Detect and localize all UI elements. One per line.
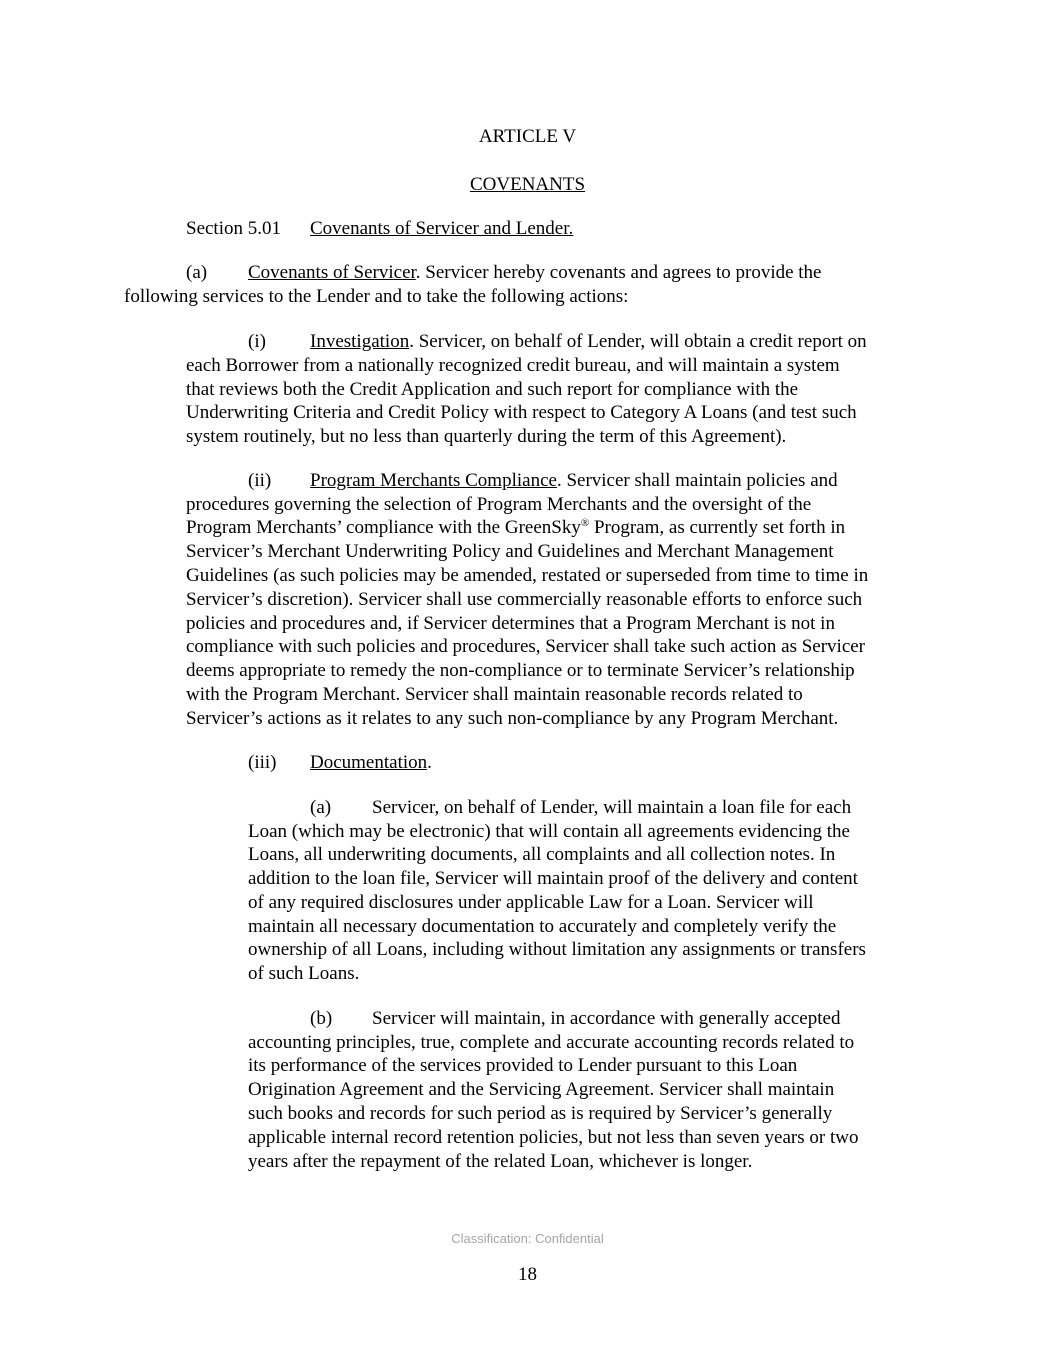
sub-b-line: accounting principles, true, complete and accurate accounting records related to (248, 1032, 855, 1053)
sub-b-marker: (b) (310, 1008, 333, 1029)
classification-label: Classification: Confidential (451, 1231, 604, 1246)
item-i-marker: (i) (248, 331, 266, 352)
item-ii-line-3 (186, 517, 845, 539)
item-i-line: that reviews both the Credit Application and such report for compliance with the (186, 379, 799, 400)
item-iii-marker: (iii) (248, 752, 277, 773)
item-i-line-1-text: . Servicer, on behalf of Lender, will obtain a credit report on (409, 331, 867, 352)
item-ii-line: with the Program Merchant. Servicer shall maintain reasonable records related to (186, 684, 803, 705)
item-iii-heading-suffix: . (427, 752, 432, 773)
sub-a-line: of such Loans. (248, 963, 360, 984)
item-ii-line: Guidelines (as such policies may be amended, restated or superseded from time to time in (186, 565, 869, 586)
item-i-line: Underwriting Criteria and Credit Policy with respect to Category A Loans (and test such (186, 402, 857, 423)
item-i-line: each Borrower from a nationally recognized credit bureau, and will maintain a system (186, 355, 840, 376)
para-a-line-1 (248, 262, 822, 284)
sub-a-line-1: Servicer, on behalf of Lender, will maintain a loan file for each (372, 797, 852, 818)
item-ii-line-1 (310, 470, 838, 492)
item-i-line-1 (310, 331, 867, 353)
sub-a-marker: (a) (310, 797, 332, 818)
section-title: Covenants of Servicer and Lender. (310, 218, 574, 239)
para-a-heading: Covenants of Servicer (248, 262, 416, 283)
item-i-heading: Investigation (310, 331, 410, 352)
page-number: 18 (518, 1264, 537, 1285)
item-iii-heading: Documentation (310, 752, 428, 773)
sub-b-line: applicable internal record retention policies, but not less than seven years or two (248, 1127, 859, 1148)
article-title: ARTICLE V (478, 126, 577, 147)
sub-a-line: of any required disclosures under applicable Law for a Loan. Servicer will (248, 892, 814, 913)
item-ii-line: Servicer’s Merchant Underwriting Policy and Guidelines and Merchant Management (186, 541, 834, 562)
sub-b-line: Origination Agreement and the Servicing Agreement. Servicer shall maintain (248, 1079, 835, 1100)
para-a-marker: (a) (186, 262, 208, 283)
item-ii-line-2: procedures governing the selection of Program Merchants and the oversight of the (186, 494, 812, 515)
article-subtitle-text: COVENANTS (469, 174, 586, 195)
article-subtitle (0, 174, 1055, 196)
item-ii-line-3-pre: Program Merchants’ compliance with the GreenSky (186, 517, 581, 538)
item-ii-line: Servicer’s actions as it relates to any such non-compliance by any Program Merchant. (186, 708, 839, 729)
item-iii-heading-line (310, 752, 432, 774)
sub-a-line: ownership of all Loans, including without limitation any assignments or transfers (248, 939, 866, 960)
sub-a-line: Loan (which may be electronic) that will contain all agreements evidencing the (248, 821, 850, 842)
item-ii-line-1-text: . Servicer shall maintain policies and (556, 470, 838, 491)
sub-b-line: its performance of the services provided to Lender pursuant to this Loan (248, 1055, 798, 1076)
sub-a-line: Loans, all underwriting documents, all complaints and all collection notes. In (248, 844, 836, 865)
sub-b-line: years after the repayment of the related Loan, whichever is longer. (248, 1151, 753, 1172)
section-number: Section 5.01 (186, 218, 281, 239)
item-ii-line-3-post: Program, as currently set forth in (589, 517, 846, 538)
item-ii-marker: (ii) (248, 470, 272, 491)
registered-mark: ® (580, 517, 590, 529)
para-a-line-1-text: . Servicer hereby covenants and agrees to provide the (415, 262, 822, 283)
sub-b-line: such books and records for such period as is required by Servicer’s generally (248, 1103, 833, 1124)
sub-a-line: addition to the loan file, Servicer will maintain proof of the delivery and content (248, 868, 858, 889)
sub-a-line: maintain all necessary documentation to accurately and completely verify the (248, 916, 837, 937)
item-ii-heading: Program Merchants Compliance (310, 470, 557, 491)
item-ii-line: deems appropriate to remedy the non-compliance or to terminate Servicer’s relationship (186, 660, 855, 681)
para-a-line-2: following services to the Lender and to take the following actions: (124, 286, 629, 307)
item-ii-line: Servicer’s discretion). Servicer shall use commercially reasonable efforts to enforce such (186, 589, 863, 610)
sub-b-line-1: Servicer will maintain, in accordance with generally accepted (372, 1008, 841, 1029)
item-i-line: system routinely, but no less than quarterly during the term of this Agreement). (186, 426, 787, 447)
item-ii-line: compliance with such policies and procedures, Servicer shall take such action as Servicer (186, 636, 866, 657)
item-ii-line: policies and procedures and, if Servicer determines that a Program Merchant is not in (186, 613, 835, 634)
